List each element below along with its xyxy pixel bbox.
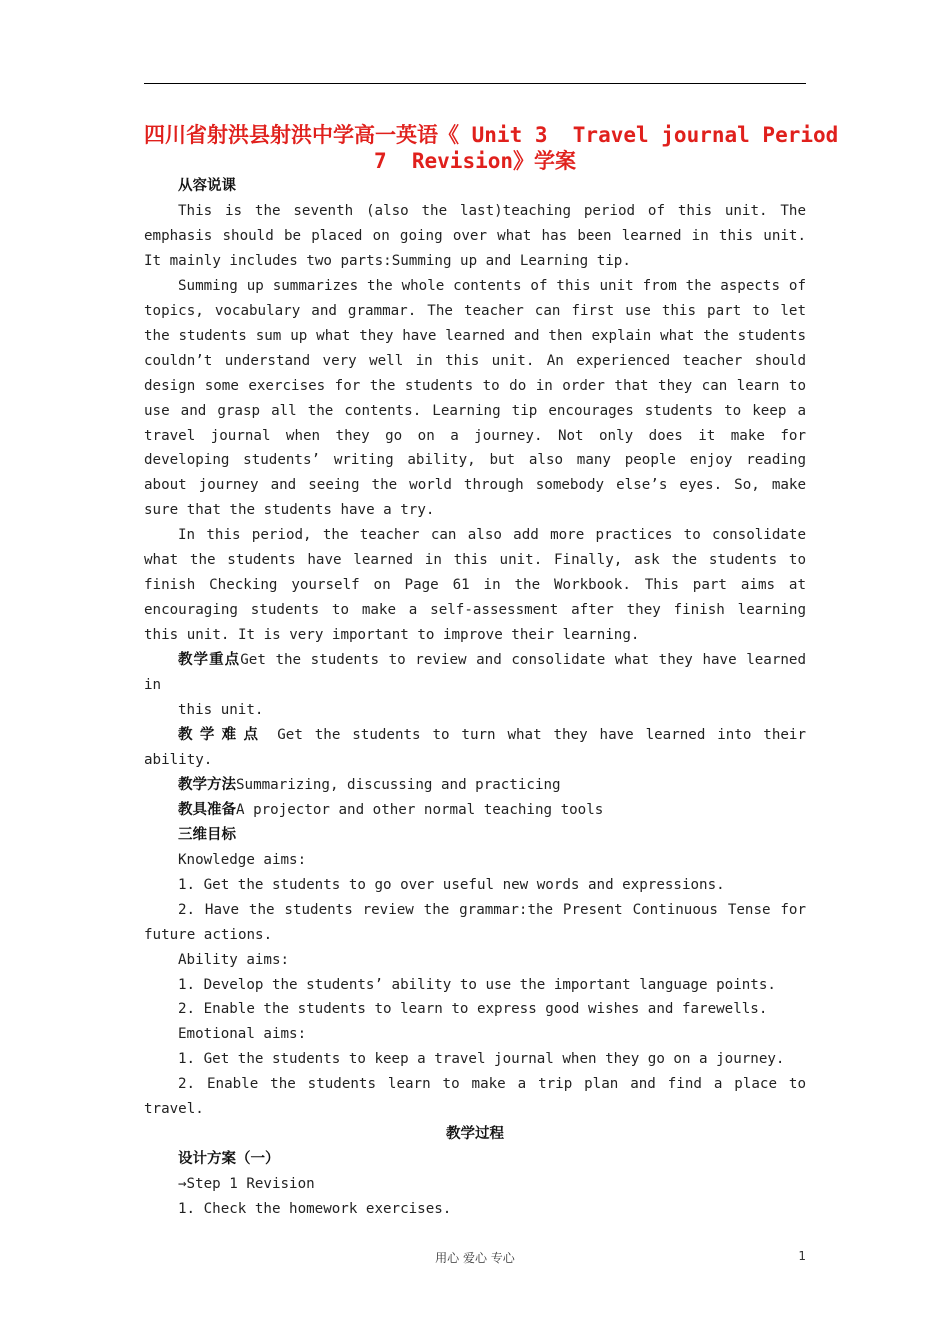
- knowledge-aims-label: Knowledge aims:: [178, 851, 307, 868]
- key-points-continued: this unit.: [178, 702, 264, 719]
- knowledge-aim-2: 2. Have the students review the grammar:the Present Continuous Tense for future actions.: [144, 901, 806, 943]
- teaching-tools-label: 教具准备: [178, 801, 236, 818]
- teaching-methods-label: 教学方法: [178, 776, 236, 793]
- aims-heading: 三维目标: [178, 826, 236, 843]
- key-points: [144, 648, 806, 698]
- teaching-methods: [144, 773, 806, 798]
- difficult-points-text: Get the students to turn what they have learned into their ability.: [144, 726, 807, 768]
- process-heading: 教学过程: [446, 1126, 504, 1143]
- teaching-methods-text: Summarizing, discussing and practicing: [236, 776, 561, 793]
- title-line-1: 四川省射洪县射洪中学高一英语《 Unit 3 Travel journal Period: [144, 123, 839, 147]
- key-points-text: Get the students to review and consolidate what they have learned in: [144, 652, 806, 694]
- difficult-points: [144, 723, 806, 773]
- document-body: [144, 174, 806, 1222]
- header-rule: [144, 83, 806, 84]
- title-line-2: 7 Revision》学案: [373, 149, 577, 173]
- paragraph-1: This is the seventh (also the last)teaching period of this unit. The emphasis should be placed on going over what has been learned in this unit. It mainly includes two parts:Summing up and Learning tip.: [144, 202, 806, 269]
- section-heading-intro: 从容说课: [178, 178, 236, 194]
- page-footer: [144, 1249, 806, 1269]
- emotional-aim-2: 2. Enable the students learn to make a trip plan and find a place to travel.: [144, 1076, 806, 1118]
- step-1-item-1: 1. Check the homework exercises.: [178, 1201, 452, 1218]
- key-points-label: 教学重点: [178, 652, 241, 669]
- step-1-heading: →Step 1 Revision: [178, 1176, 315, 1193]
- emotional-aims-label: Emotional aims:: [178, 1026, 307, 1043]
- footer-motto: 用心 爱心 专心: [435, 1251, 515, 1265]
- teaching-tools-text: A projector and other normal teaching tools: [236, 801, 604, 818]
- ability-aim-2: 2. Enable the students to learn to express good wishes and farewells.: [178, 1001, 768, 1018]
- ability-aim-1: 1. Develop the students’ ability to use the important language points.: [178, 976, 776, 993]
- ability-aims-label: Ability aims:: [178, 951, 290, 968]
- emotional-aim-1: 1. Get the students to keep a travel journal when they go on a journey.: [178, 1051, 785, 1068]
- teaching-tools: [144, 798, 806, 823]
- page-number: 1: [798, 1249, 806, 1263]
- paragraph-3: In this period, the teacher can also add more practices to consolidate what the students have learned in this unit. Finally, ask the students to finish Checking yourself on Page 61 in the Workbook. This part aims at encouraging students to make a self-assessment after they finish learning this unit. It is very important to improve their learning.: [144, 527, 806, 644]
- paragraph-2: Summing up summarizes the whole contents of this unit from the aspects of topics, vocabulary and grammar. The teacher can first use this part to let the students sum up what they have learned and then explain what the students couldn’t understand very well in this unit. An experienced teacher should design some exercises for the students to do in order that they can learn to use and grasp all the contents. Learning tip encourages students to keep a travel journal when they go on a journey. Not only does it make for developing students’ writing ability, but also many people enjoy reading about journey and seeing the world through somebody else’s eyes. So, make sure that the students have a try.: [144, 277, 806, 519]
- document-title: [144, 122, 839, 174]
- plan-heading: 设计方案（一）: [178, 1151, 280, 1168]
- difficult-points-label: 教学难点: [178, 726, 266, 743]
- knowledge-aim-1: 1. Get the students to go over useful new words and expressions.: [178, 876, 725, 893]
